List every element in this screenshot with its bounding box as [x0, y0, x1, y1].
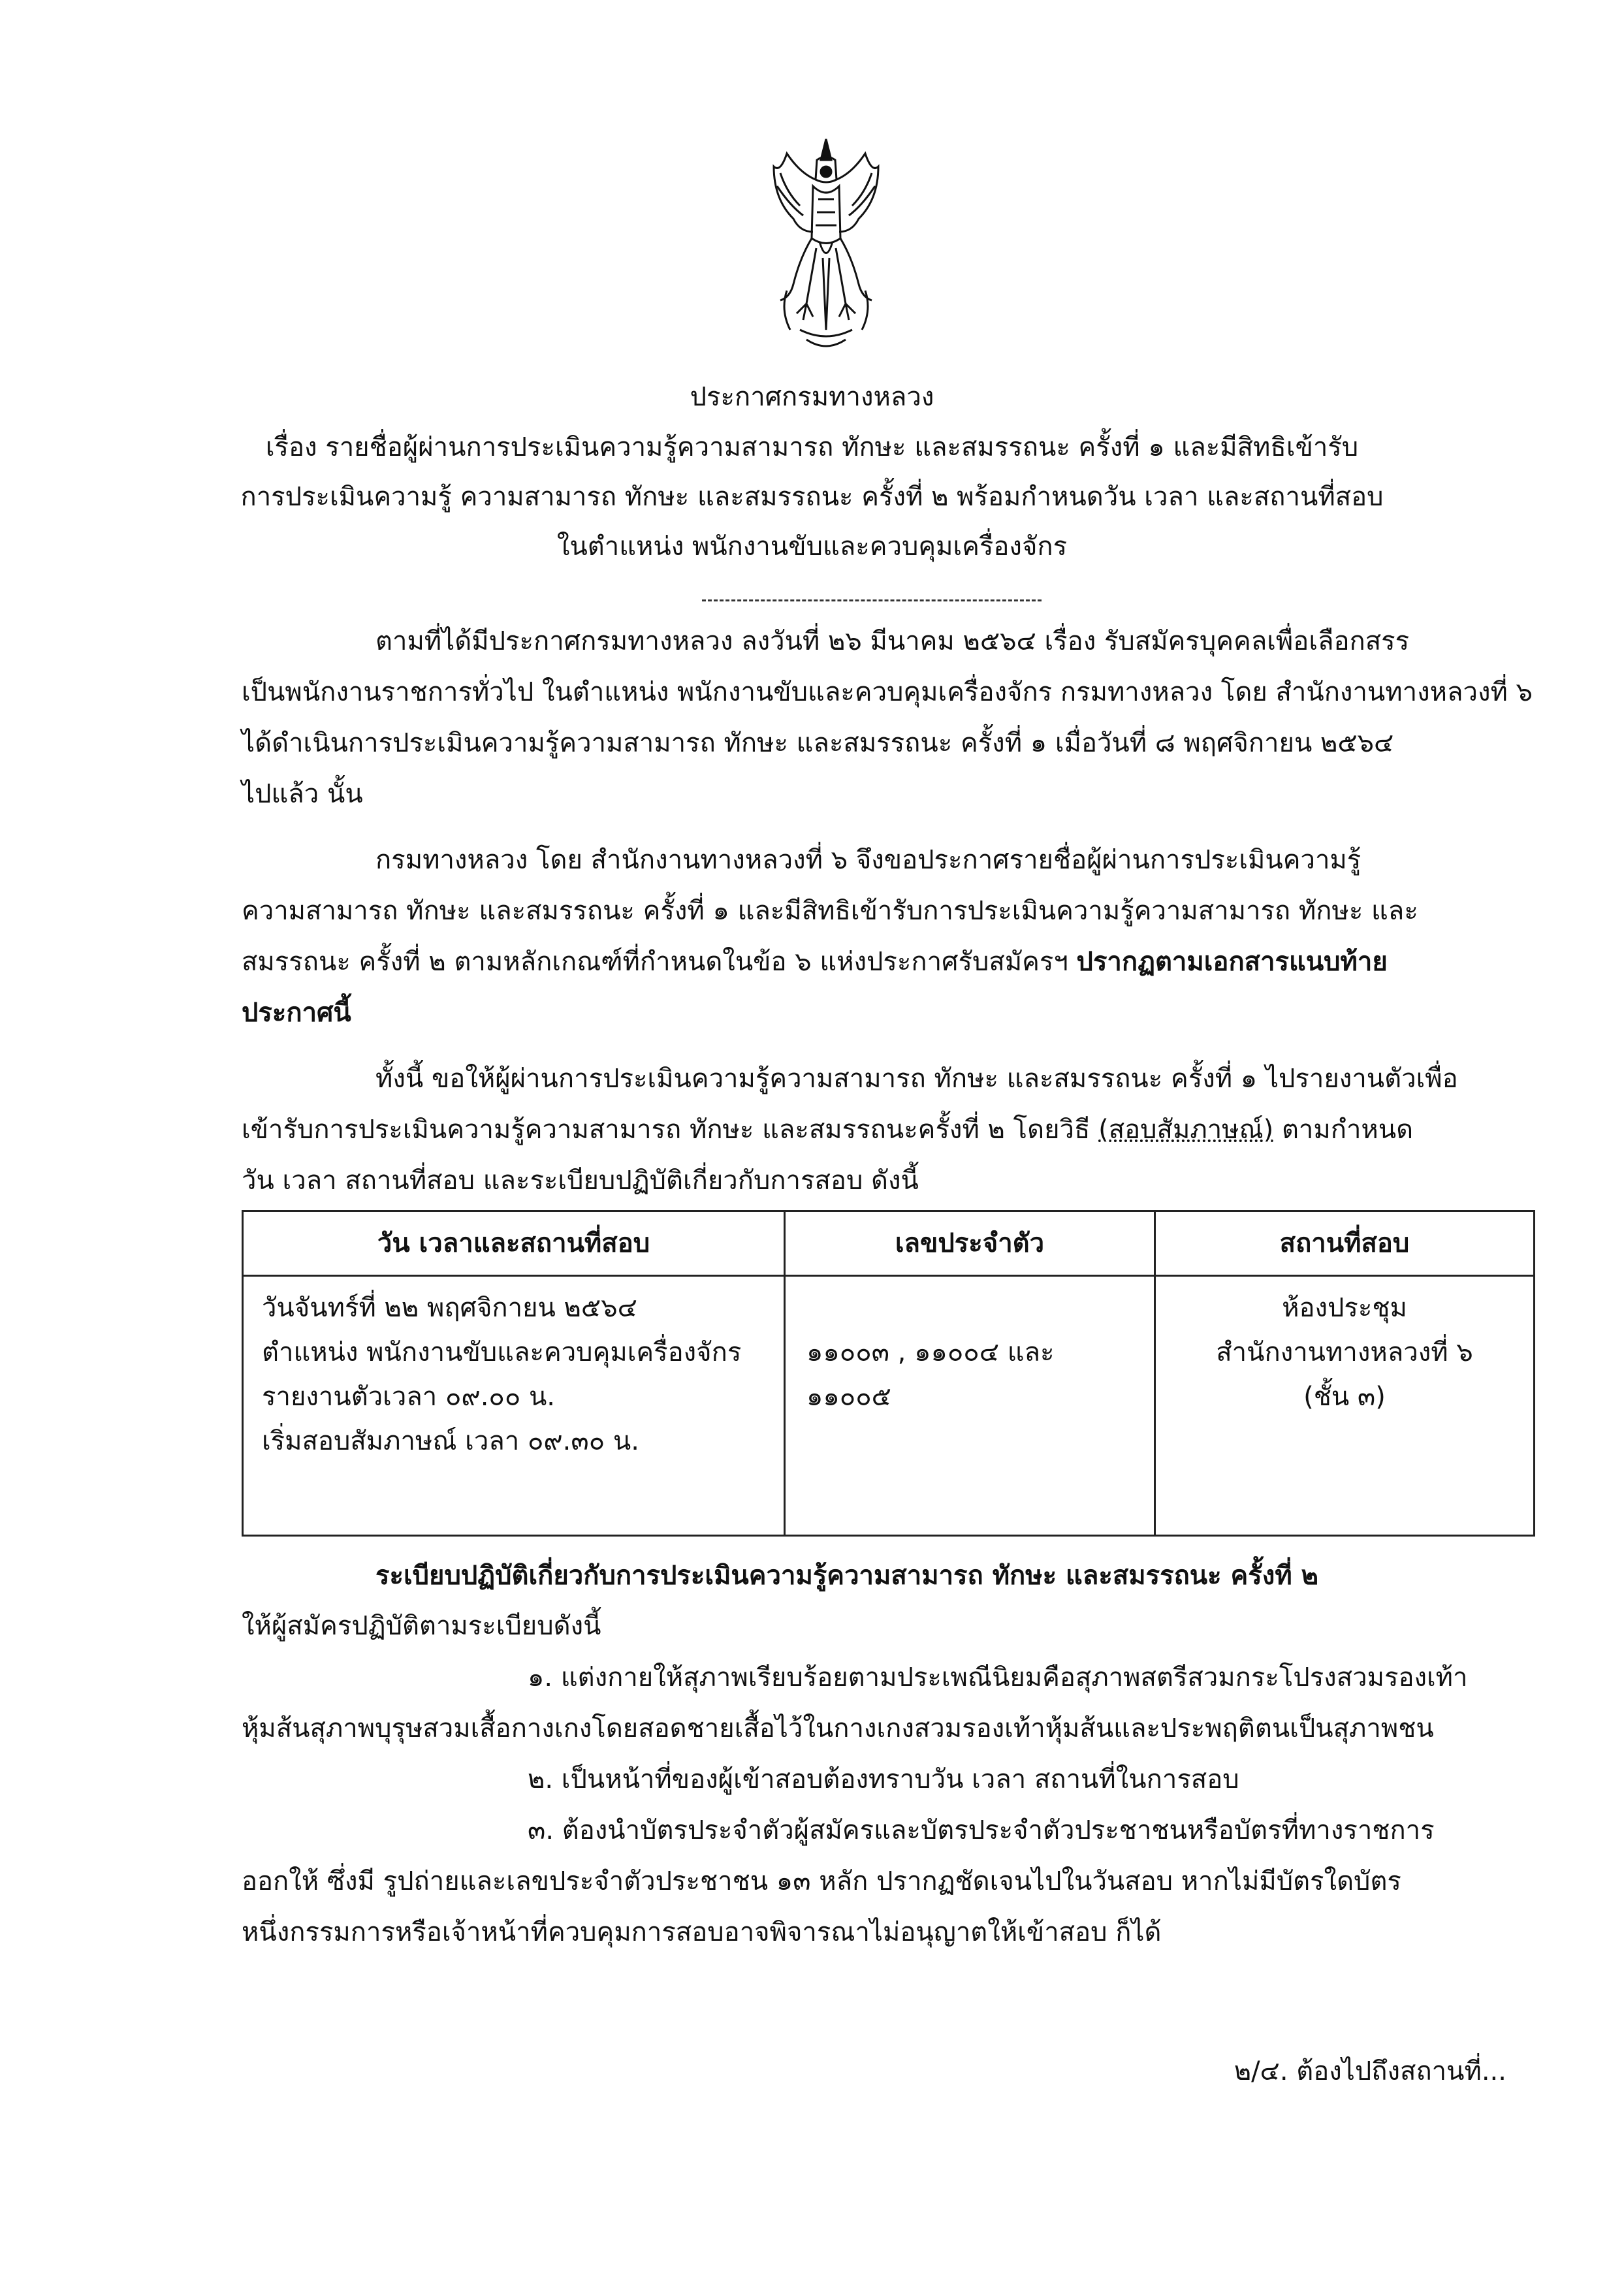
continuation-note: ๒/๔. ต้องไปถึงสถานที่...: [1234, 2056, 1506, 2086]
header-date-time-place: วัน เวลาและสถานที่สอบ: [243, 1211, 785, 1276]
id-numbers-line-2: ๑๑๐๐๕: [806, 1382, 891, 1412]
subject-line-3: ในตำแหน่ง พนักงานขับและควบคุมเครื่องจักร: [556, 532, 1068, 562]
table-header-row: [243, 1211, 1535, 1276]
header-exam-place: สถานที่สอบ: [1155, 1211, 1535, 1276]
schedule-table: [242, 1210, 1535, 1537]
para1-line-3: ได้ดำเนินการประเมินความรู้ความสามารถ ทักษะ และสมรรถนะ ครั้งที่ ๑ เมื่อวันที่ ๘ พฤศจิกายน ๒๕๖๔: [242, 728, 1394, 758]
rules-heading: ระเบียบปฏิบัติเกี่ยวกับการประเมินความรู้ความสามารถ ทักษะ และสมรรถนะ ครั้งที่ ๒: [375, 1561, 1318, 1591]
para1-line-4: ไปแล้ว นั้น: [242, 779, 363, 809]
position-line: ตำแหน่ง พนักงานขับและควบคุมเครื่องจักร: [262, 1337, 742, 1367]
para3-line-1: ทั้งนี้ ขอให้ผู้ผ่านการประเมินความรู้ความสามารถ ทักษะ และสมรรถนะ ครั้งที่ ๑ ไปรายงานตัวเพื่อ: [375, 1064, 1458, 1094]
header-id-number: เลขประจำตัว: [785, 1211, 1155, 1276]
date-line: วันจันทร์ที่ ๒๒ พฤศจิกายน ๒๕๖๔: [262, 1293, 637, 1323]
rule-3-line-1: ๓. ต้องนำบัตรประจำตัวผู้สมัครและบัตรประจำตัวประชาชนหรือบัตรที่ทางราชการ: [528, 1815, 1435, 1845]
cell-exam-place: [1155, 1276, 1535, 1536]
rule-1-line-1: ๑. แต่งกายให้สุภาพเรียบร้อยตามประเพณีนิยมคือสุภาพสตรีสวมกระโปรงสวมรองเท้า: [528, 1663, 1468, 1693]
report-time-line: รายงานตัวเวลา ๐๙.๐๐ น.: [262, 1382, 556, 1412]
para1-line-1: ตามที่ได้มีประกาศกรมทางหลวง ลงวันที่ ๒๖ มีนาคม ๒๕๖๔ เรื่อง รับสมัครบุคคลเพื่อเลือกสรร: [375, 626, 1410, 656]
para1-line-2: เป็นพนักงานราชการทั่วไป ในตำแหน่ง พนักงานขับและควบคุมเครื่องจักร กรมทางหลวง โดย สำนักงานทางหลวงที่ ๖: [242, 677, 1533, 707]
dashed-divider: [702, 599, 1042, 601]
place-line-2: สำนักงานทางหลวงที่ ๖: [1216, 1337, 1473, 1367]
id-numbers-line-1: ๑๑๐๐๓ , ๑๑๐๐๔ และ: [806, 1337, 1055, 1367]
para2-line-4: ประกาศนี้: [242, 998, 351, 1028]
para2-line-2: ความสามารถ ทักษะ และสมรรถนะ ครั้งที่ ๑ และมีสิทธิเข้ารับการประเมินความรู้ความสามารถ ทักษะ และ: [242, 896, 1418, 926]
para2-line-3: [242, 949, 1388, 975]
announcement-title: ประกาศกรมทางหลวง: [690, 382, 934, 412]
garuda-emblem-icon: [761, 134, 891, 362]
table-row: [243, 1276, 1535, 1536]
para3-line-3: วัน เวลา สถานที่สอบ และระเบียบปฏิบัติเกี่ยวกับการสอบ ดังนี้: [242, 1166, 919, 1196]
cell-date-time: [243, 1276, 785, 1536]
rules-intro: ให้ผู้สมัครปฏิบัติตามระเบียบดังนี้: [242, 1611, 601, 1641]
place-line-1: ห้องประชุม: [1282, 1293, 1407, 1323]
para2-line-1: กรมทางหลวง โดย สำนักงานทางหลวงที่ ๖ จึงขอประกาศรายชื่อผู้ผ่านการประเมินความรู้: [375, 845, 1361, 875]
subject-line-2: การประเมินความรู้ ความสามารถ ทักษะ และสมรรถนะ ครั้งที่ ๒ พร้อมกำหนดวัน เวลา และสถานที่สอบ: [240, 482, 1384, 512]
para3-line-2-tail: ตามกำหนด: [1273, 1115, 1414, 1145]
para2-line-3-emphasis: ปรากฏตามเอกสารแนบท้าย: [1076, 947, 1388, 977]
para2-line-3-text: สมรรถนะ ครั้งที่ ๒ ตามหลักเกณฑ์ที่กำหนดในข้อ ๖ แห่งประกาศรับสมัครฯ: [242, 947, 1077, 977]
place-line-3: (ชั้น ๓): [1303, 1382, 1386, 1412]
rule-3-line-2: ออกให้ ซึ่งมี รูปถ่ายและเลขประจำตัวประชาชน ๑๓ หลัก ปรากฏชัดเจนไปในวันสอบ หากไม่มีบัตรใดบัตร: [242, 1866, 1401, 1896]
cell-id-numbers: [785, 1276, 1155, 1536]
interview-method: (สอบสัมภาษณ์): [1098, 1115, 1274, 1145]
para3-line-2-text: เข้ารับการประเมินความรู้ความสามารถ ทักษะ และสมรรถนะครั้งที่ ๒ โดยวิธี: [242, 1115, 1099, 1145]
para3-line-2: [242, 1117, 1413, 1143]
subject-line-1: เรื่อง รายชื่อผู้ผ่านการประเมินความรู้ความสามารถ ทักษะ และสมรรถนะ ครั้งที่ ๑ และมีสิทธิเข้ารับ: [265, 432, 1359, 462]
rule-3-line-3: หนึ่งกรรมการหรือเจ้าหน้าที่ควบคุมการสอบอาจพิจารณาไม่อนุญาตให้เข้าสอบ ก็ได้: [242, 1917, 1162, 1947]
rule-1-line-2: หุ้มส้นสุภาพบุรุษสวมเสื้อกางเกงโดยสอดชายเสื้อไว้ในกางเกงสวมรองเท้าหุ้มส้นและประพฤติตนเป็นสุภาพชน: [242, 1714, 1434, 1744]
rule-2: ๒. เป็นหน้าที่ของผู้เข้าสอบต้องทราบวัน เวลา สถานที่ในการสอบ: [528, 1764, 1239, 1794]
interview-time-line: เริ่มสอบสัมภาษณ์ เวลา ๐๙.๓๐ น.: [262, 1426, 639, 1456]
